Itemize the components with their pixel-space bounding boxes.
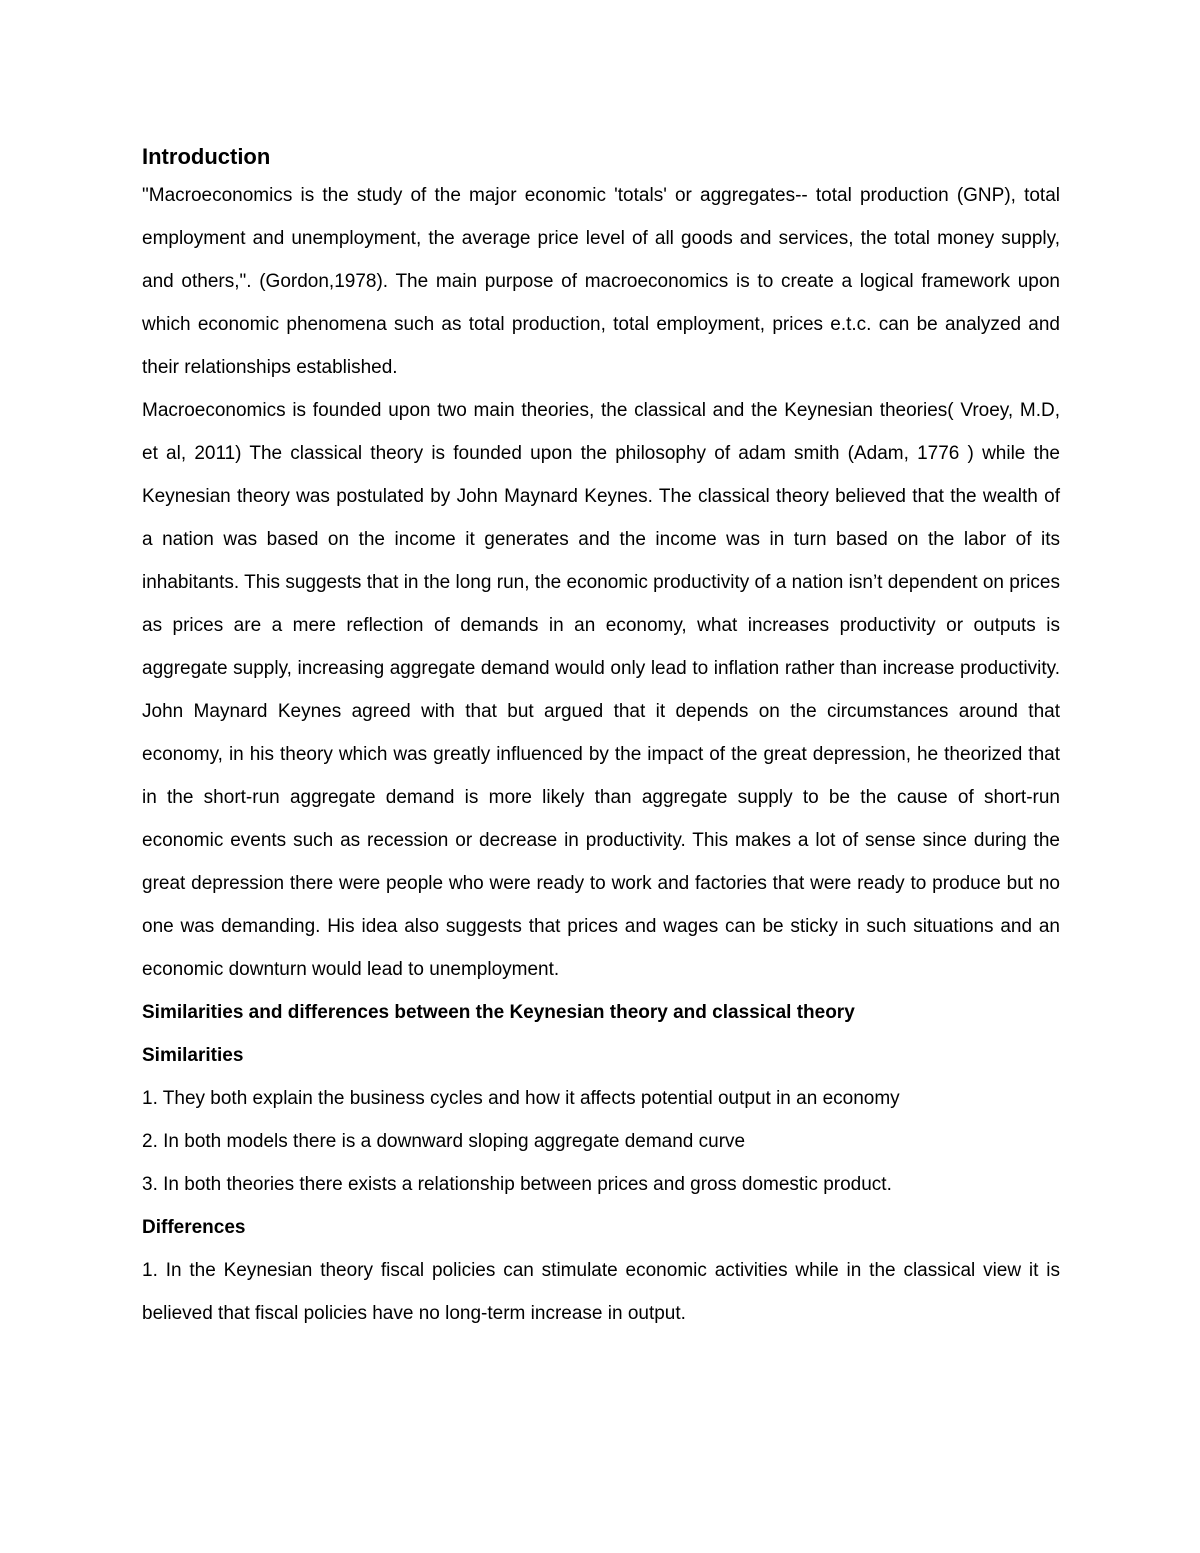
- difference-item-1: 1. In the Keynesian theory fiscal policies can stimulate economic activities while in the classical view it is believed that fiscal policies have no long-term increase in output.: [142, 1260, 1060, 1324]
- comparison-heading: Similarities and differences between the Keynesian theory and classical theory: [142, 1002, 855, 1023]
- similarities-heading: Similarities: [142, 1045, 244, 1066]
- introduction-paragraph: "Macroeconomics is the study of the major economic 'totals' or aggregates-- total production (GNP), total employment and unemployment, the average price level of all goods and services, the total money supply, and others,". (Gordon,1978). The main purpose of macroeconomics is to create a logical framework upon which economic phenomena such as total production, total employment, prices e.t.c. can be analyzed and their relationships established.: [142, 185, 1060, 378]
- similarity-item-3: 3. In both theories there exists a relationship between prices and gross domestic product.: [142, 1174, 892, 1195]
- differences-heading: Differences: [142, 1217, 246, 1238]
- theories-paragraph: Macroeconomics is founded upon two main theories, the classical and the Keynesian theories( Vroey, M.D, et al, 2011) The classical theory is founded upon the philosophy of adam smith (Adam, 1776 ) while the Keynesian theory was postulated by John Maynard Keynes. The classical theory believed that the wealth of a nation was based on the income it generates and the income was in turn based on the labor of its inhabitants. This suggests that in the long run, the economic productivity of a nation isn’t dependent on prices as prices are a mere reflection of demands in an economy, what increases productivity or outputs is aggregate supply, increasing aggregate demand would only lead to inflation rather than increase productivity. John Maynard Keynes agreed with that but argued that it depends on the circumstances around that economy, in his theory which was greatly influenced by the impact of the great depression, he theorized that in the short-run aggregate demand is more likely than aggregate supply to be the cause of short-run economic events such as recession or decrease in productivity. This makes a lot of sense since during the great depression there were people who were ready to work and factories that were ready to produce but no one was demanding. His idea also suggests that prices and wages can be sticky in such situations and an economic downturn would lead to unemployment.: [142, 400, 1060, 980]
- similarity-item-1: 1. They both explain the business cycles and how it affects potential output in an economy: [142, 1088, 900, 1109]
- introduction-heading: Introduction: [142, 144, 271, 169]
- document-page: [142, 140, 1060, 1335]
- similarity-item-2: 2. In both models there is a downward sloping aggregate demand curve: [142, 1131, 746, 1152]
